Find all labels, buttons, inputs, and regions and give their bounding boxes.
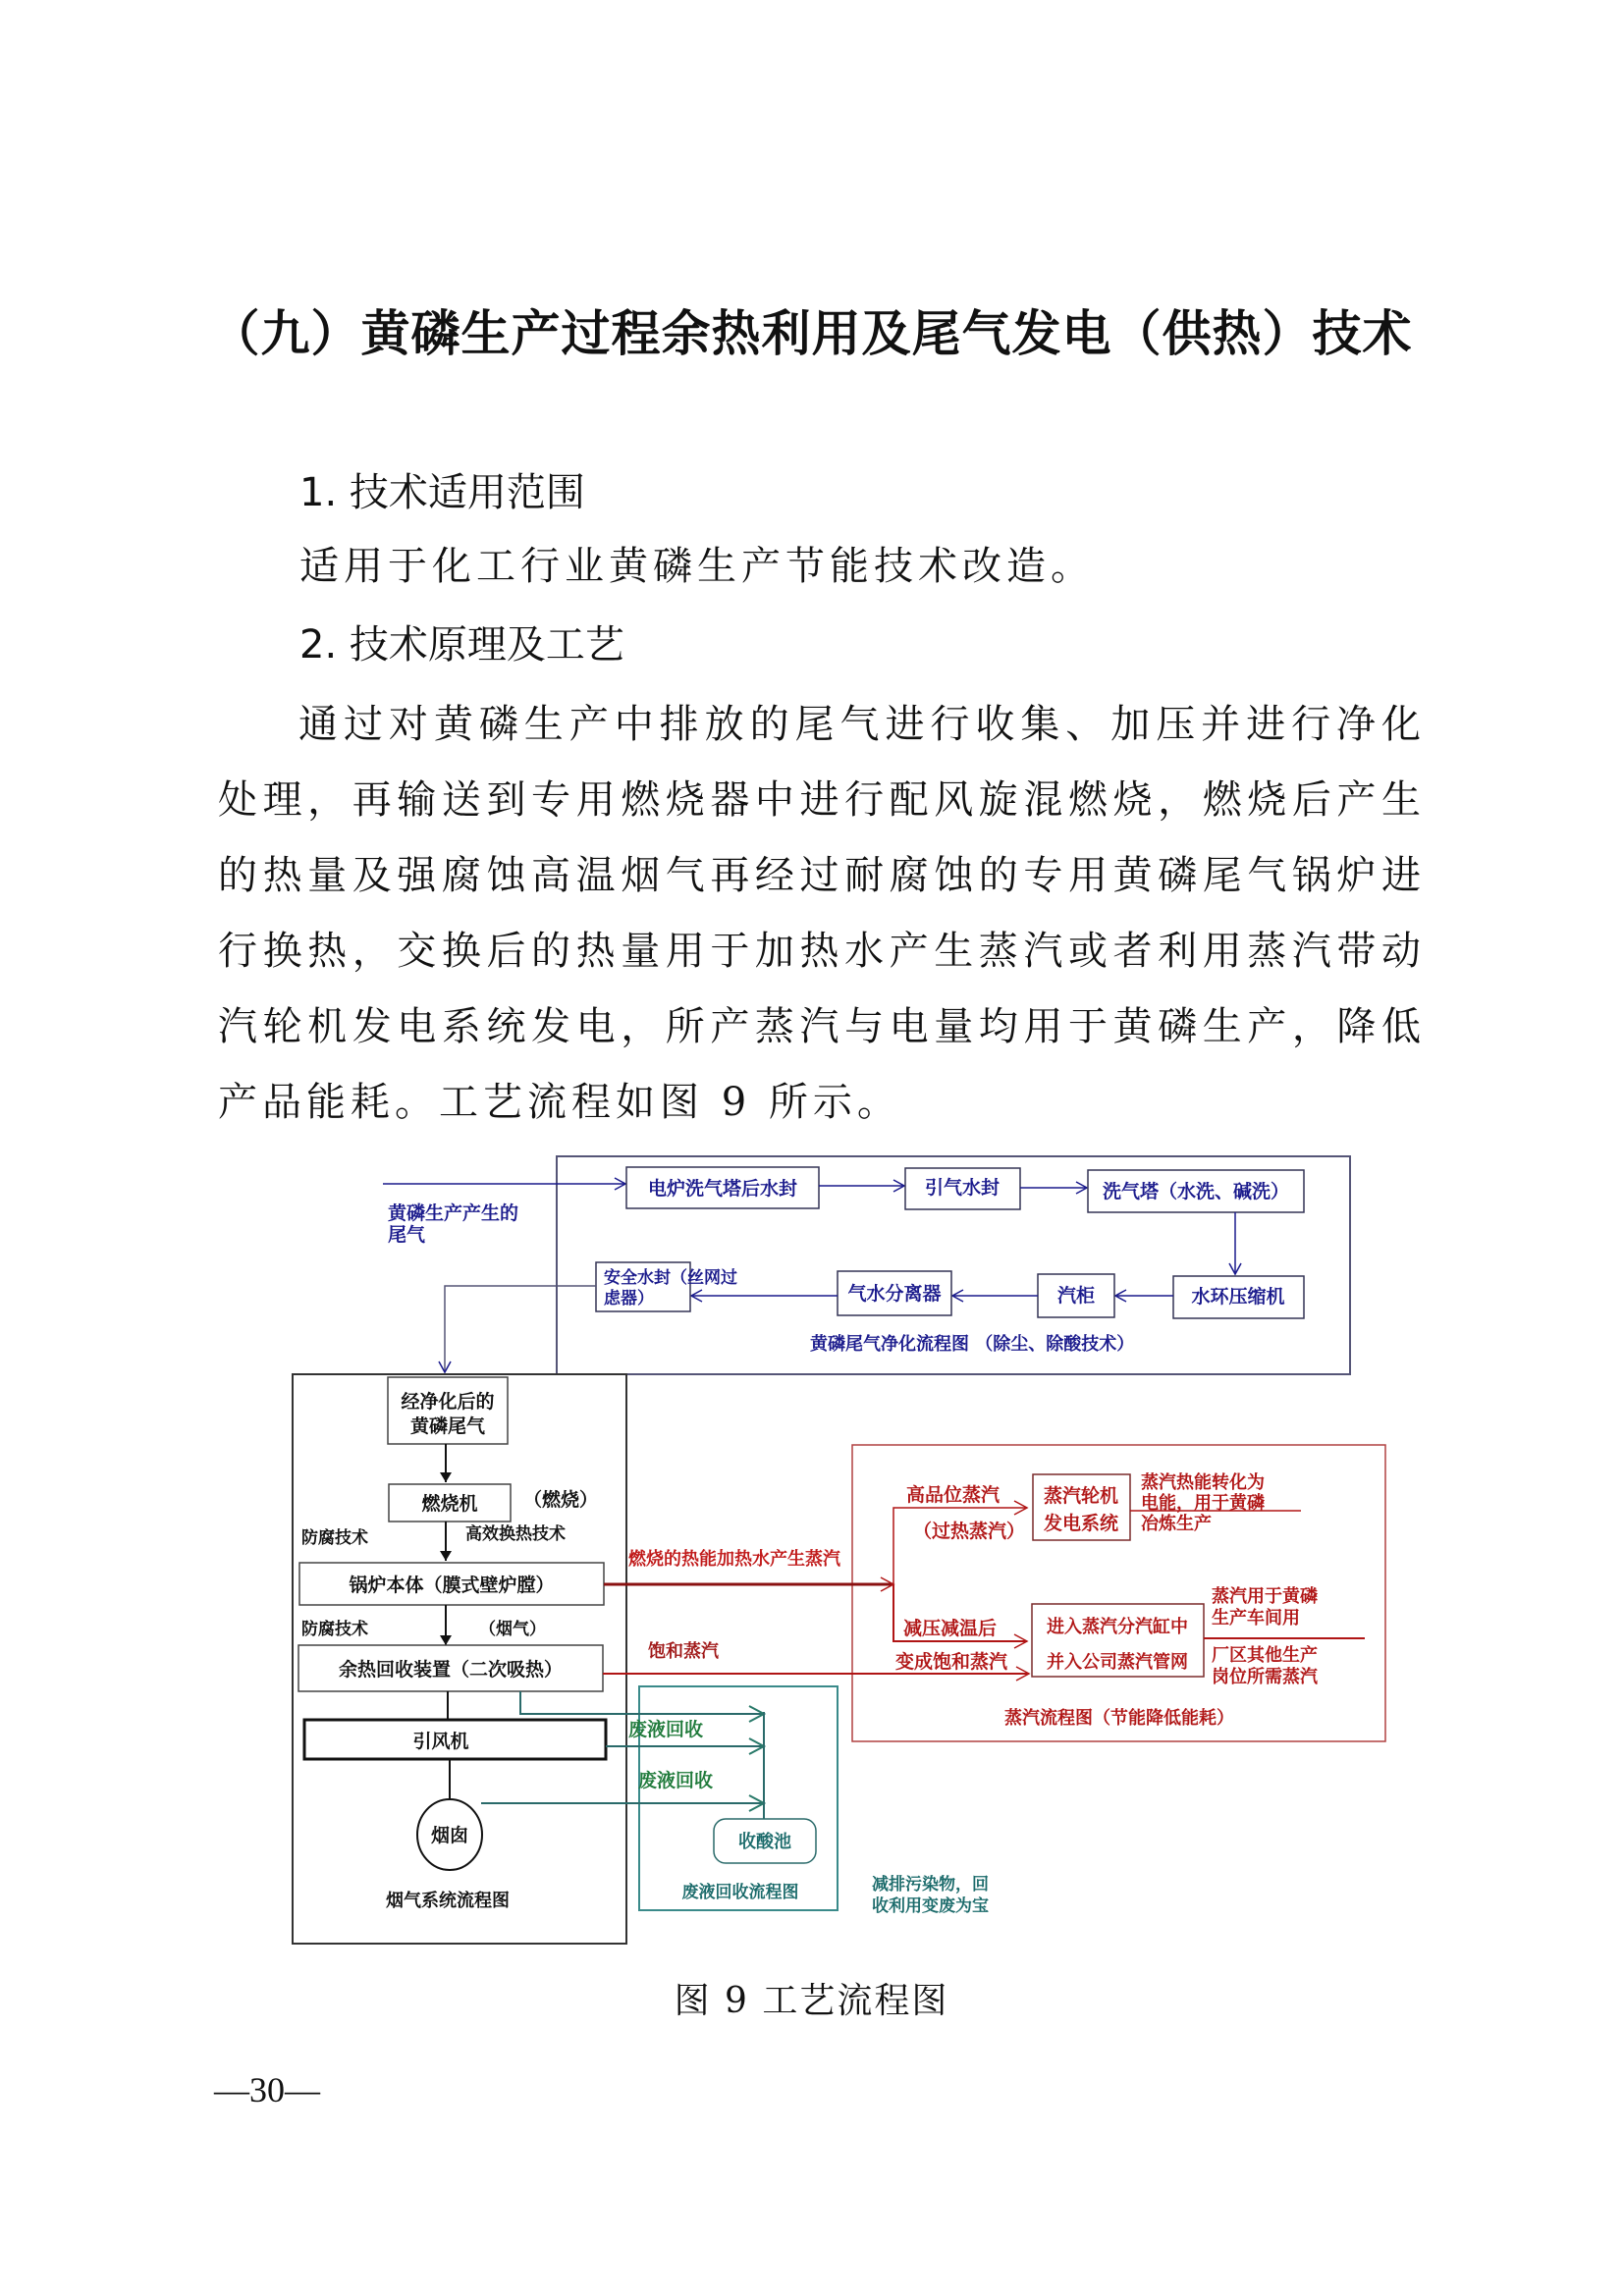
node-furnace-seal-label: 电炉洗气塔后水封	[647, 1178, 798, 1200]
steam-caption: 蒸汽流程图（节能降低能耗）	[1004, 1708, 1234, 1729]
steam-flow	[603, 1445, 1385, 1741]
node-burner-label: 燃烧机	[421, 1493, 478, 1515]
output-workshop-2: 生产车间用	[1212, 1608, 1300, 1629]
node-steam-turbine-label-2: 发电系统	[1043, 1513, 1119, 1534]
note-line-2: 收利用变废为宝	[872, 1896, 989, 1916]
node-separator-label: 气水分离器	[847, 1283, 942, 1305]
label-anticorrosion-2: 防腐技术	[301, 1620, 368, 1639]
arrow-to-flue	[445, 1286, 596, 1372]
output-workshop-1: 蒸汽用于黄磷	[1212, 1586, 1318, 1607]
node-purified-gas-label-2: 黄磷尾气	[409, 1415, 486, 1437]
page-number: —30—	[214, 2070, 320, 2109]
input-label-line1: 黄磷生产产生的	[388, 1202, 519, 1224]
subsection-title-scope: 1. 技术适用范围	[299, 470, 585, 515]
node-compressor-label: 水环压缩机	[1191, 1286, 1285, 1308]
output-electricity-1: 蒸汽热能转化为	[1141, 1472, 1265, 1493]
waste-caption: 废液回收流程图	[681, 1883, 799, 1902]
label-anticorrosion-1: 防腐技术	[301, 1528, 368, 1548]
node-boiler-label: 锅炉本体（膜式壁炉膛）	[349, 1575, 555, 1596]
section-heading: （九）黄磷生产过程余热利用及尾气发电（供热）技术	[210, 305, 1413, 362]
waste-arrow-1	[520, 1691, 764, 1714]
label-heat-exchange: 高效换热技术	[465, 1524, 566, 1544]
node-steam-header-label-1: 进入蒸汽分汽缸中	[1047, 1617, 1188, 1637]
note-line-1: 减排污染物，回	[872, 1875, 989, 1895]
label-heat-to-steam: 燃烧的热能加热水产生蒸汽	[628, 1549, 840, 1570]
node-safety-seal-label-2: 虑器）	[604, 1289, 654, 1308]
node-heat-recovery-label: 余热回收装置（二次吸热）	[338, 1659, 564, 1681]
purification-caption: 黄磷尾气净化流程图 （除尘、除酸技术）	[810, 1334, 1135, 1355]
node-scrubber-label: 洗气塔（水洗、碱洗）	[1102, 1181, 1290, 1202]
purification-flow	[383, 1156, 1350, 1374]
flue-gas-flow	[293, 1374, 626, 1944]
node-purified-gas-label-1: 经净化后的	[401, 1391, 495, 1413]
principle-paragraph: 通过对黄磷生产中排放的尾气进行收集、加压并进行净化处理，再输送到专用燃烧器中进行配风旋混燃烧，燃烧后产生的热量及强腐蚀高温烟气再经过耐腐蚀的专用黄磷尾气锅炉进行换热，交换后的热量用于加热水产生蒸汽或者利用蒸汽带动汽轮机发电系统发电，所产蒸汽与电量均用于黄磷生产，降低产品能耗。工艺流程如图 9 所示。	[218, 702, 1426, 1125]
subsection-title-principle: 2. 技术原理及工艺	[299, 622, 624, 667]
node-induced-fan-label: 引风机	[412, 1731, 469, 1752]
label-waste-recovery-1: 废液回收	[628, 1719, 704, 1740]
node-acid-pool-label: 收酸池	[738, 1832, 791, 1852]
node-steam-header-label-2: 并入公司蒸汽管网	[1047, 1652, 1188, 1673]
label-superheated-steam: （过热蒸汽）	[913, 1521, 1026, 1542]
label-saturated-steam: 饱和蒸汽	[648, 1641, 719, 1662]
input-label-line2: 尾气	[388, 1224, 426, 1246]
label-high-grade-steam: 高品位蒸汽	[906, 1484, 1001, 1506]
node-draft-seal-label: 引气水封	[924, 1177, 1001, 1199]
flue-caption: 烟气系统流程图	[386, 1891, 510, 1911]
node-safety-seal-label-1: 安全水封（丝网过	[604, 1268, 737, 1288]
output-plant-1: 厂区其他生产	[1212, 1645, 1318, 1666]
output-plant-2: 岗位所需蒸汽	[1212, 1667, 1318, 1687]
node-gas-holder-label: 汽柜	[1056, 1285, 1096, 1307]
label-flue-gas: （烟气）	[479, 1620, 546, 1639]
label-waste-recovery-2: 废液回收	[638, 1770, 714, 1791]
scope-text: 适用于化工行业黄磷生产节能技术改造。	[299, 544, 1095, 589]
label-become-saturated: 变成饱和蒸汽	[895, 1651, 1008, 1673]
node-chimney-label: 烟囱	[430, 1825, 469, 1846]
node-steam-turbine-label-1: 蒸汽轮机	[1043, 1485, 1119, 1507]
branch-high-grade	[893, 1508, 1027, 1584]
figure-caption: 图 9 工艺流程图	[674, 1981, 949, 2021]
output-electricity-2: 电能，用于黄磷	[1141, 1493, 1265, 1514]
label-combustion: （燃烧）	[523, 1489, 599, 1511]
label-reduced: 减压减温后	[903, 1618, 998, 1639]
output-electricity-3: 冶炼生产	[1141, 1514, 1212, 1534]
